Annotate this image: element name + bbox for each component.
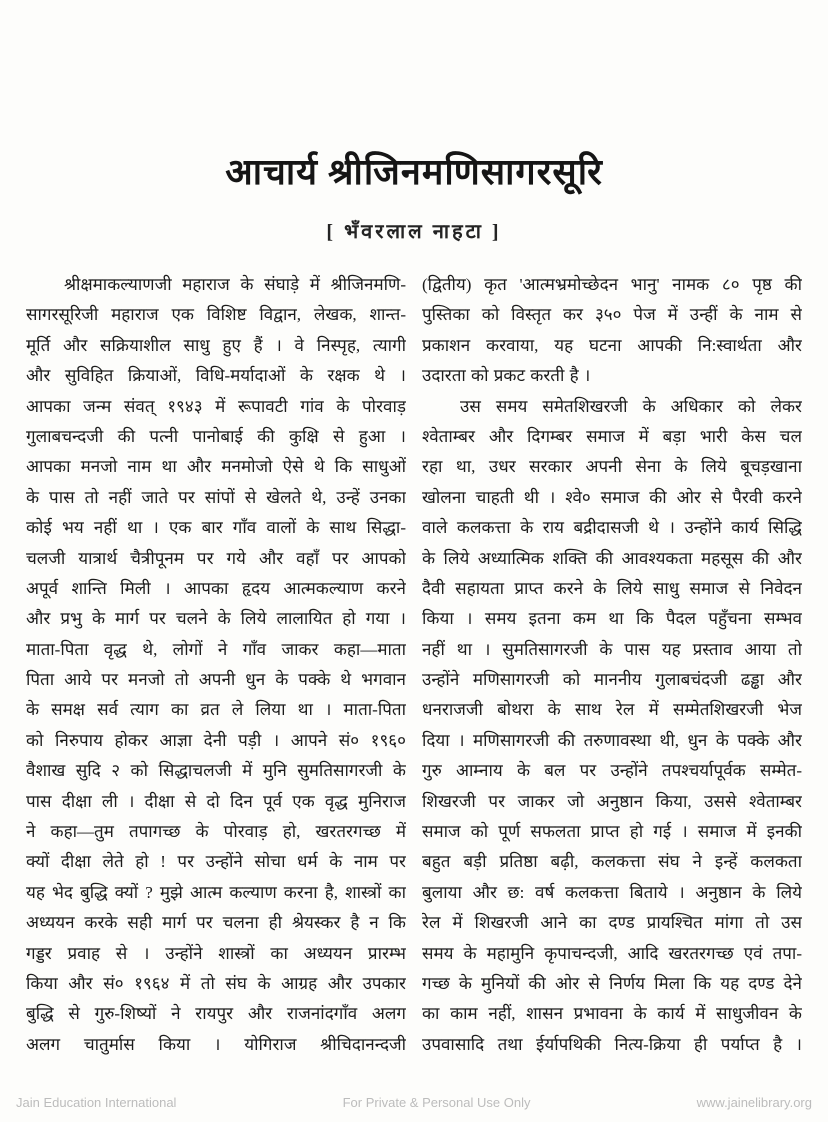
text-line: गुरु आम्नाय के बल पर उन्होंने तपश्चर्यापूर्वक सम्मेत- xyxy=(422,761,802,781)
text-line: उदारता को प्रकट करती है । xyxy=(422,366,591,386)
text-line: प्रकाशन करवाया, यह घटना आपकी नि:स्वार्थता और xyxy=(422,335,802,355)
footer-usage-notice: For Private & Personal Use Only xyxy=(342,1095,531,1110)
text-line: सागरसूरिजी महाराज एक विशिष्ट विद्वान, लेखक, शान्त- xyxy=(26,305,406,325)
text-line: के समक्ष सर्व त्याग का व्रत ले लिया था । माता-पिता xyxy=(26,700,406,720)
left-text-column xyxy=(26,270,406,1060)
text-line: दैवी सहायता प्राप्त करने के लिये साधु समाज से निवेदन xyxy=(422,578,802,598)
text-line: किया । समय इतना कम था कि पैदल पहुँचना सम्भव xyxy=(422,609,802,629)
text-line: मूर्ति और सक्रियाशील साधु हुए हैं । वे निस्पृह, त्यागी xyxy=(26,335,406,355)
text-line: आपका जन्म संवत् १९४३ में रूपावटी गांव के पोरवाड़ xyxy=(26,396,406,416)
text-line: को निरुपाय होकर आज्ञा देनी पड़ी । आपने सं० १९६० xyxy=(26,730,406,750)
text-line: अपूर्व शान्ति मिली । आपका हृदय आत्मकल्याण करने xyxy=(26,578,406,598)
text-line: उपवासादि तथा ईर्यापथिकी नित्य-क्रिया ही पर्याप्त है । xyxy=(422,1034,802,1054)
text-line: समाज को पूर्ण सफलता प्राप्त हो गई । समाज में इनकी xyxy=(422,822,802,842)
author-byline: [ भँवरलाल नाहटा ] xyxy=(326,221,502,243)
text-line: ने कहा—तुम तपागच्छ के पोरवाड़ हो, खरतरगच्छ में xyxy=(26,822,406,842)
text-line: गुलाबचन्दजी की पत्नी पानोबाई की कुक्षि से हुआ । xyxy=(26,426,406,446)
text-line: वैशाख सुदि २ को सिद्धाचलजी में मुनि सुमतिसागरजी के xyxy=(26,761,406,781)
text-line: खोलना चाहती थी । श्वे० समाज की ओर से पैरवी करने xyxy=(422,487,802,507)
text-line: दिया । मणिसागरजी की तरुणावस्था थी, धुन के पक्के और xyxy=(422,730,802,750)
text-line: क्यों दीक्षा लेते हो ! पर उन्होंने सोचा धर्म के नाम पर xyxy=(26,852,406,872)
text-line: (द्वितीय) कृत 'आत्मभ्रमोच्छेदन भानु' नामक ८० पृष्ठ की xyxy=(422,275,802,294)
text-line: किया और सं० १९६४ में तो संघ के आग्रह और उपकार xyxy=(26,973,406,993)
text-line: श्रीक्षमाकल्याणजी महाराज के संघाड़े में श्रीजिनमणि- xyxy=(64,275,406,294)
text-line: रहा था, उधर सरकार अपनी सेना के लिये बूचड़खाना xyxy=(422,457,802,477)
text-line: उन्होंने मणिसागरजी को माननीय गुलाबचंदजी ढड्ढा और xyxy=(422,670,802,690)
text-line: यह भेद बुद्धि क्यों ? मुझे आत्म कल्याण करना है, शास्त्रों का xyxy=(26,882,406,902)
two-column-text-body xyxy=(0,270,828,1060)
text-line: रेल में शिखरजी आने का दण्ड प्रायश्चित मांगा तो उस xyxy=(422,913,802,933)
text-line: नहीं था । सुमतिसागरजी के पास यह प्रस्ताव आया तो xyxy=(422,639,802,659)
text-line: का काम नहीं, शासन प्रभावना के कार्य में साधुजीवन के xyxy=(422,1004,802,1024)
page-title: आचार्य श्रीजिनमणिसागरसूरि xyxy=(225,152,603,192)
text-line: माता-पिता वृद्ध थे, लोगों ने गाँव जाकर कहा—माता xyxy=(26,639,406,659)
text-line: अध्ययन करके सही मार्ग पर चलना ही श्रेयस्कर है न कि xyxy=(26,913,406,933)
text-line: पिता आये पर मनजो तो अपनी धुन के पक्के थे भगवान xyxy=(26,670,406,690)
text-line: गच्छ के मुनियों की ओर से निर्णय मिला कि यह दण्ड देने xyxy=(422,973,802,993)
text-line: श्वेताम्बर और दिगम्बर समाज में बड़ा भारी केस चल xyxy=(422,426,802,446)
text-line: शिखरजी पर जाकर जो अनुष्ठान किया, उससे श्वेताम्बर xyxy=(422,791,802,811)
text-line: पास दीक्षा ली । दीक्षा से दो दिन पूर्व एक वृद्ध मुनिराज xyxy=(26,791,406,811)
text-line: कोई भय नहीं था । एक बार गाँव वालों के साथ सिद्धा- xyxy=(26,518,406,538)
text-line: आपका मनजो नाम था और मनमोजो ऐसे थे कि साधुओं xyxy=(26,457,406,477)
text-line: बुलाया और छ: वर्ष कलकत्ता बिताये । अनुष्ठान के लिये xyxy=(422,882,802,902)
footer-publisher: Jain Education International xyxy=(16,1095,177,1110)
footer-website: www.jainelibrary.org xyxy=(696,1095,812,1110)
text-line: धनराजजी बोथरा के साथ रेल में सम्मेतशिखरजी भेज xyxy=(422,700,802,720)
text-line: बुद्धि से गुरु-शिष्यों ने रायपुर और राजनांदगाँव अलग xyxy=(26,1004,406,1024)
text-line: पुस्तिका को विस्तृत कर ३५० पेज में उन्हीं के नाम से xyxy=(422,305,802,325)
text-line: वाले कलकत्ता के राय बद्रीदासजी थे । उन्होंने कार्य सिद्धि xyxy=(422,518,802,538)
text-line: अलग चातुर्मास किया । योगिराज श्रीचिदानन्दजी xyxy=(26,1034,406,1054)
right-text-column xyxy=(422,270,802,1060)
text-line: उस समय समेतशिखरजी के अधिकार को लेकर xyxy=(460,396,802,416)
text-line: चलजी यात्रार्थ चैत्रीपूनम पर गये और वहाँ पर आपको xyxy=(26,548,406,568)
text-line: के पास तो नहीं जाते पर सांपों से खेलते थे, उन्हें उनका xyxy=(26,487,406,507)
text-line: और प्रभु के मार्ग पर चलने के लिये लालायित हो गया । xyxy=(26,609,406,629)
text-line: और सुविहित क्रियाओं, विधि-मर्यादाओं के रक्षक थे । xyxy=(26,366,406,386)
text-line: के लिये अध्यात्मिक शक्ति की आवश्यकता महसूस की और xyxy=(422,548,802,568)
text-line: बहुत बड़ी प्रतिष्ठा बढ़ी, कलकत्ता संघ ने इन्हें कलकता xyxy=(422,852,802,872)
text-line: गड्डर प्रवाह से । उन्होंने शास्त्रों का अध्ययन प्रारम्भ xyxy=(26,943,406,963)
text-line: समय के महामुनि कृपाचन्दजी, आदि खरतरगच्छ एवं तपा- xyxy=(422,943,802,963)
scan-footer xyxy=(0,1095,828,1110)
